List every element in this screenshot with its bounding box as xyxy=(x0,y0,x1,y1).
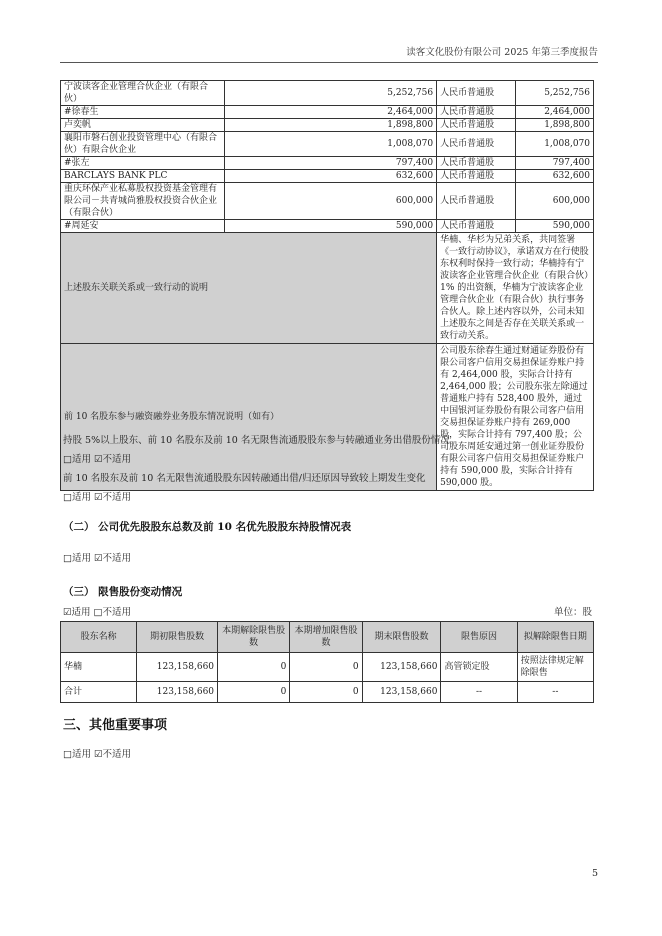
share-qty: 797,400 xyxy=(515,157,593,170)
cell-holder: 华楠 xyxy=(61,653,137,682)
share-type: 人民币普通股 xyxy=(437,106,515,119)
cell-begin: 123,158,660 xyxy=(137,682,218,703)
lending-option: □适用 ☑不适用 xyxy=(63,454,132,465)
table-row xyxy=(61,81,594,106)
relation-label: 上述股东关联关系或一致行动的说明 xyxy=(61,233,437,344)
col-header: 本期增加限售股数 xyxy=(290,622,362,653)
shareholder-name: 重庆环保产业私募股权投资基金管理有限公司－共青城尚雅股权投资合伙企业（有限合伙） xyxy=(61,183,225,220)
shareholder-name: #张左 xyxy=(61,157,225,170)
table-row xyxy=(61,170,594,183)
share-type: 人民币普通股 xyxy=(437,81,515,106)
shareholder-name: #周延安 xyxy=(61,220,225,233)
col-header: 期初限售股数 xyxy=(137,622,218,653)
cell-released: 0 xyxy=(218,653,290,682)
cell-begin: 123,158,660 xyxy=(137,653,218,682)
share-type: 人民币普通股 xyxy=(437,157,515,170)
cell-reason: -- xyxy=(441,682,517,703)
margin-text: 公司股东徐春生通过财通证券股份有限公司客户信用交易担保证券账户持有 2,464,000 股，实际合计持有 2,464,000 股；公司股东张左除通过普通账户持有 528,400 股外，通过中国银河证券股份有限公司客户信用交易担保证券账户持有 269,000 股，实际合计持有 797,400 股；公司股东周延安通过第一创业证券股份有限公司客户信用交易担保证券账户持有 590,000 股，实际合计持有 590,000 股。 xyxy=(437,344,594,491)
share-qty: 590,000 xyxy=(515,220,593,233)
section2-option: □适用 ☑不适用 xyxy=(63,553,132,564)
page-header-title: 读客文化股份有限公司 2025 年第三季度报告 xyxy=(406,47,598,58)
table-row xyxy=(61,119,594,132)
shareholder-shares: 1,898,800 xyxy=(225,119,437,132)
section-other-option: □适用 ☑不适用 xyxy=(63,749,132,760)
shareholder-name: 卢奕帆 xyxy=(61,119,225,132)
cell-added: 0 xyxy=(290,653,362,682)
table-row xyxy=(61,183,594,220)
unit-label: 单位：股 xyxy=(553,607,592,618)
table-row xyxy=(61,220,594,233)
shareholder-name: 襄阳市磐石创业投资管理中心（有限合伙）有限合伙企业 xyxy=(61,132,225,157)
shareholder-shares: 2,464,000 xyxy=(225,106,437,119)
shareholder-name: BARCLAYS BANK PLC xyxy=(61,170,225,183)
margin-row xyxy=(61,344,594,491)
share-qty: 632,600 xyxy=(515,170,593,183)
col-header: 本期解除限售股数 xyxy=(218,622,290,653)
shareholder-shares: 600,000 xyxy=(225,183,437,220)
table-row xyxy=(61,682,594,703)
share-qty: 600,000 xyxy=(515,183,593,220)
cell-added: 0 xyxy=(290,682,362,703)
col-header: 限售原因 xyxy=(441,622,517,653)
restricted-shares-table xyxy=(60,621,594,703)
share-qty: 1,008,070 xyxy=(515,132,593,157)
shareholder-shares: 5,252,756 xyxy=(225,81,437,106)
cell-end: 123,158,660 xyxy=(362,653,441,682)
shareholder-shares: 590,000 xyxy=(225,220,437,233)
cell-holder: 合计 xyxy=(61,682,137,703)
col-header: 期末限售股数 xyxy=(362,622,441,653)
lending-note: 持股 5%以上股东、前 10 名股东及前 10 名无限售流通股股东参与转融通业务出借股份情况 xyxy=(63,435,450,446)
share-type: 人民币普通股 xyxy=(437,132,515,157)
table-row xyxy=(61,132,594,157)
cell-release-date: -- xyxy=(517,682,593,703)
share-type: 人民币普通股 xyxy=(437,183,515,220)
section-other-title: 三、其他重要事项 xyxy=(63,718,168,733)
share-qty: 2,464,000 xyxy=(515,106,593,119)
cell-released: 0 xyxy=(218,682,290,703)
cell-reason: 高管锁定股 xyxy=(441,653,517,682)
relation-row xyxy=(61,233,594,344)
share-type: 人民币普通股 xyxy=(437,119,515,132)
table-header-row xyxy=(61,622,594,653)
margin-label: 前 10 名股东参与融资融券业务股东情况说明（如有） xyxy=(61,344,437,491)
change-note: 前 10 名股东及前 10 名无限售流通股股东因转融通出借/归还原因导致较上期发生变化 xyxy=(63,473,426,484)
share-type: 人民币普通股 xyxy=(437,170,515,183)
table-row xyxy=(61,157,594,170)
shareholder-shares: 632,600 xyxy=(225,170,437,183)
section2-title: （二） 公司优先股股东总数及前 10 名优先股股东持股情况表 xyxy=(63,521,352,533)
table-row xyxy=(61,653,594,682)
shareholder-shares: 1,008,070 xyxy=(225,132,437,157)
cell-release-date: 按照法律规定解除限售 xyxy=(517,653,593,682)
relation-text: 华楠、华杉为兄弟关系，共同签署《一致行动协议》，承诺双方在行使股东权利时保持一致行动；华楠持有宁波读客企业管理合伙企业（有限合伙）1% 的出资额，华楠为宁波读客企业管理合伙企业（有限合伙）执行事务合伙人。除上述内容以外，公司未知上述股东之间是否存在关联关系或一致行动关系。 xyxy=(437,233,594,344)
cell-end: 123,158,660 xyxy=(362,682,441,703)
share-qty: 5,252,756 xyxy=(515,81,593,106)
share-type: 人民币普通股 xyxy=(437,220,515,233)
col-header: 股东名称 xyxy=(61,622,137,653)
top-shareholders-table xyxy=(60,80,594,491)
header-divider xyxy=(60,62,598,63)
shareholder-name: #徐春生 xyxy=(61,106,225,119)
table-row xyxy=(61,106,594,119)
shareholder-shares: 797,400 xyxy=(225,157,437,170)
col-header: 拟解除限售日期 xyxy=(517,622,593,653)
share-qty: 1,898,800 xyxy=(515,119,593,132)
section3-title: （三） 限售股份变动情况 xyxy=(63,586,183,598)
section3-option: ☑适用 □不适用 xyxy=(63,607,132,618)
shareholder-name: 宁波读客企业管理合伙企业（有限合伙） xyxy=(61,81,225,106)
change-option: □适用 ☑不适用 xyxy=(63,492,132,503)
page-number: 5 xyxy=(591,868,598,879)
